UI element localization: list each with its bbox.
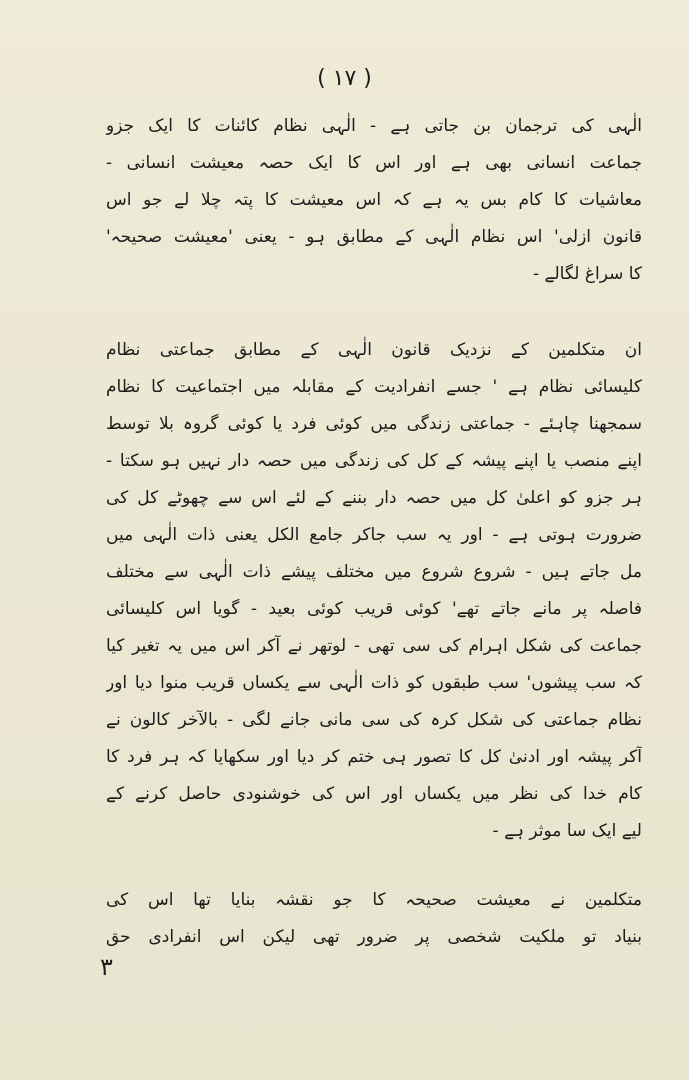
signature-mark: ٣	[100, 953, 113, 981]
text-line: فاصلہ پر مانے جاتے تھے' کوئی قریب کوئی بعید - گویا اس کلیسائی	[106, 599, 642, 619]
paragraph-1	[106, 108, 642, 293]
text-line: قانون ازلی' اس نظام الٰہی کے مطابق ہو - یعنی 'معیشت صحیحہ'	[106, 227, 642, 247]
page-number: ( ١٧ )	[317, 66, 372, 91]
text-line: جماعت انسانی بھی ہے اور اس کا ایک حصہ معیشت انسانی -	[106, 153, 642, 173]
text-line: مل جاتے ہیں - شروع شروع میں مختلف پیشے ذات الٰہی سے مختلف	[106, 562, 642, 582]
text-line: ان متکلمین کے نزدیک قانون الٰہی کے مطابق جماعتی نظام	[106, 340, 642, 360]
text-line: ضرورت ہوتی ہے - اور یہ سب جاکر جامع الکل یعنی ذات الٰہی میں	[106, 525, 642, 545]
text-line: سمجھنا چاہئے - جماعتی زندگی میں کوئی فرد یا کوئی گروہ بلا توسط	[106, 414, 642, 434]
text-line: لیے ایک سا موثر ہے -	[492, 821, 642, 841]
text-line: ہر جزو کو اعلیٰ کل میں حصہ دار بننے کے لئے اس سے چھوٹے کل کی	[106, 488, 642, 508]
text-line: اپنے منصب یا اپنے پیشہ کے کل کی زندگی میں حصہ دار نہیں ہو سکتا -	[106, 451, 642, 471]
text-line: آکر پیشہ اور ادنیٰ کل کا تصور ہی ختم کر دیا اور سکھایا کہ ہر فرد کا	[106, 747, 642, 767]
text-line: جماعت کی شکل اہرام کی سی تھی - لوتھر نے آکر اس میں یہ تغیر کیا	[106, 636, 642, 656]
text-line: کا سراغ لگالے -	[533, 264, 642, 284]
text-line: نظام جماعتی کی شکل کرہ کی سی مانی جانے لگی - بالآخر کالون نے	[106, 710, 642, 730]
text-line: معاشیات کا کام بس یہ ہے کہ اس معیشت کا پتہ چلا لے جو اس	[106, 190, 642, 210]
text-line: کام خدا کی نظر میں یکساں اور اس کی خوشنودی حاصل کرنے کے	[106, 784, 642, 804]
text-line: کلیسائی نظام ہے ' جسے انفرادیت کے مقابلہ میں اجتماعیت کا نظام	[106, 377, 642, 397]
paragraph-3	[106, 882, 642, 956]
paragraph-2	[106, 332, 642, 850]
text-line: بنیاد تو ملکیت شخصی پر ضرور تھی لیکن اس انفرادی حق	[106, 927, 642, 947]
text-line: متکلمین نے معیشت صحیحہ کا جو نقشہ بنایا تھا اس کی	[106, 890, 642, 910]
text-line: الٰہی کی ترجمان بن جاتی ہے - الٰہی نظام کائنات کا ایک جزو	[106, 116, 642, 136]
text-line: کہ سب پیشوں' سب طبقوں کو ذات الٰہی سے یکساں قریب منوا دیا اور	[106, 673, 642, 693]
